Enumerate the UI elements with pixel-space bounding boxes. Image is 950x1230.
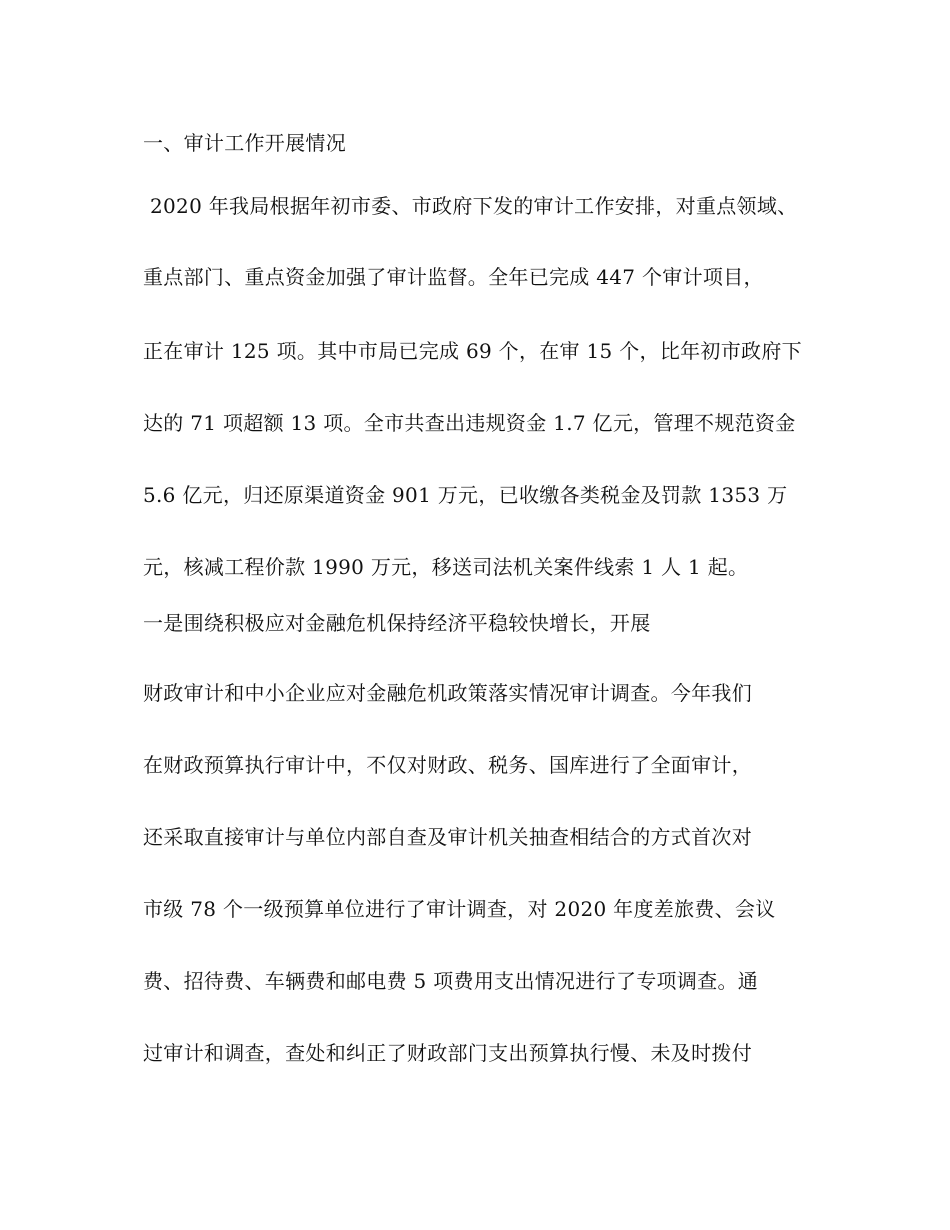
body-line-12: 费、招待费、车辆费和邮电费 5 项费用支出情况进行了专项调查。通 xyxy=(143,969,759,993)
body-line-7: 一是围绕积极应对金融危机保持经济平稳较快增长，开展 xyxy=(143,611,651,635)
body-line-6: 元，核减工程价款 1990 万元，移送司法机关案件线索 1 人 1 起。 xyxy=(143,555,749,579)
body-line-2: 重点部门、重点资金加强了审计监督。全年已完成 447 个审计项目， xyxy=(143,265,764,289)
body-line-13: 过审计和调查，查处和纠正了财政部门支出预算执行慢、未及时拨付 xyxy=(143,1041,752,1065)
body-line-1: 2020 年我局根据年初市委、市政府下发的审计工作安排，对重点领域、 xyxy=(150,194,798,218)
body-line-3: 正在审计 125 项。其中市局已完成 69 个，在审 15 个，比年初市政府下 xyxy=(143,339,802,363)
body-line-5: 5.6 亿元，归还原渠道资金 901 万元，已收缴各类税金及罚款 1353 万 xyxy=(143,483,788,507)
body-line-10: 还采取直接审计与单位内部自查及审计机关抽查相结合的方式首次对 xyxy=(143,825,752,849)
body-line-11: 市级 78 个一级预算单位进行了审计调查，对 2020 年度差旅费、会议 xyxy=(143,897,776,921)
body-line-4: 达的 71 项超额 13 项。全市共查出违规资金 1.7 亿元，管理不规范资金 xyxy=(143,411,796,435)
body-line-9: 在财政预算执行审计中，不仅对财政、税务、国库进行了全面审计， xyxy=(143,753,752,777)
section-heading: 一、审计工作开展情况 xyxy=(143,131,346,155)
body-line-8: 财政审计和中小企业应对金融危机政策落实情况审计调查。今年我们 xyxy=(143,681,752,705)
